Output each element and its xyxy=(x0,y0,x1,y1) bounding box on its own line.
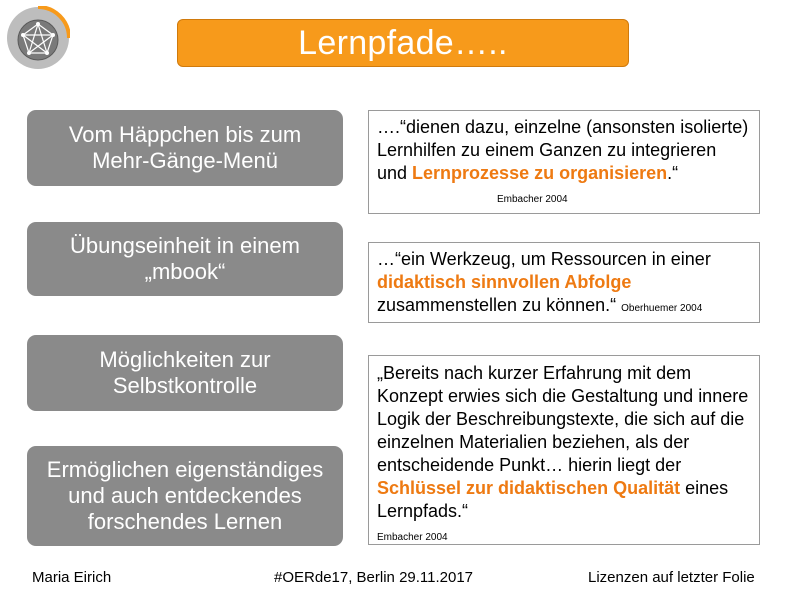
quote-box-1 xyxy=(368,110,760,214)
quote-box-2 xyxy=(368,242,760,323)
quote-text-end: .“ xyxy=(667,163,679,183)
topic-pill-line: und auch entdeckendes xyxy=(68,483,302,508)
footer-license-note: Lizenzen auf letzter Folie xyxy=(588,569,755,586)
topic-pill-line: Ermöglichen eigenständiges xyxy=(46,457,324,482)
quote-highlight: Lernprozesse zu organisieren xyxy=(412,163,668,183)
footer-author: Maria Eirich xyxy=(32,569,112,586)
quote-source: Oberhuemer 2004 xyxy=(621,303,703,314)
footer-event: #OERde17, Berlin 29.11.2017 xyxy=(274,569,474,586)
topic-pill-line: Mehr-Gänge-Menü xyxy=(92,148,278,173)
topic-pill-line: Möglichkeiten zur xyxy=(99,347,271,372)
topic-pill-1 xyxy=(27,110,343,186)
slide-title-text: Lernpfade….. xyxy=(298,23,508,62)
slide-title xyxy=(177,19,629,67)
topic-pill-line: „mbook“ xyxy=(144,259,226,284)
topic-pill-line: Vom Häppchen bis zum xyxy=(68,122,302,147)
topic-pill-line: Selbstkontrolle xyxy=(112,373,258,398)
quote-source: Embacher 2004 xyxy=(497,194,568,205)
quote-source: Embacher 2004 xyxy=(377,532,448,543)
quote-highlight: Schlüssel zur didaktischen Qualität xyxy=(377,478,681,498)
topic-pill-2 xyxy=(27,222,343,296)
topic-pill-4 xyxy=(27,446,343,546)
quote-highlight: didaktisch sinnvollen Abfolge xyxy=(377,272,632,292)
quote-text-end: zusammenstellen zu können.“ xyxy=(377,295,622,315)
pentagon-logo-icon xyxy=(6,6,70,70)
quote-text-end: eines Lernpfads.“ xyxy=(377,478,729,521)
topic-pill-line: Übungseinheit in einem xyxy=(70,233,300,258)
quote-box-3 xyxy=(368,355,760,545)
topic-pill-line: forschendes Lernen xyxy=(87,509,283,534)
quote-text: …“ein Werkzeug, um Ressourcen in einer xyxy=(377,249,711,269)
quote-text: „Bereits nach kurzer Erfahrung mit dem Konzept erwies sich die Gestaltung und innere Logik der Beschreibungstexte, die sich auf die einzelnen Materialien beziehen, als der entscheidende Punkt… hierin liegt der xyxy=(377,363,749,475)
quote-text: ….“dienen dazu, einzelne (ansonsten isolierte) Lernhilfen zu einem Ganzen zu integrieren und xyxy=(377,117,749,183)
topic-pill-3 xyxy=(27,335,343,411)
